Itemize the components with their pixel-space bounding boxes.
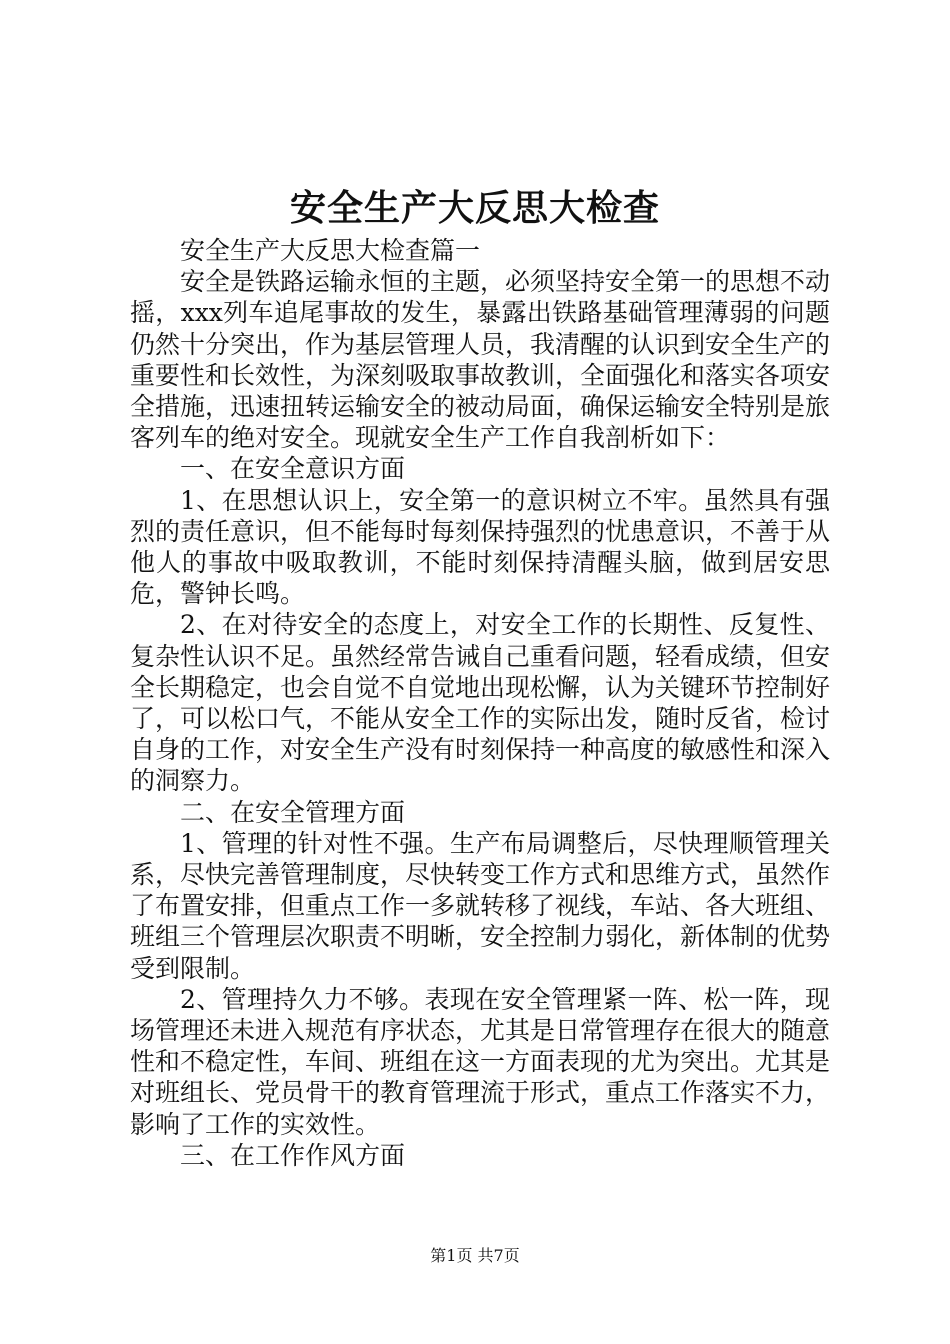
section-heading-3: 三、在工作作风方面 xyxy=(180,1140,406,1170)
document-body xyxy=(130,235,830,1171)
section-subtitle: 安全生产大反思大检查篇一 xyxy=(180,236,481,265)
section-heading-1: 一、在安全意识方面 xyxy=(180,454,406,484)
paragraph-intro: 安全是铁路运输永恒的主题，必须坚持安全第一的思想不动摇，xxx列车追尾事故的发生，暴露出铁路基础管理薄弱的问题仍然十分突出，作为基层管理人员，我清醒的认识到安全生产的重要性和长效性，为深刻吸取事故教训，全面强化和落实各项安全措施，迅速扭转运输安全的被动局面，确保运输安全特别是旅客列车的绝对安全。现就安全生产工作自我剖析如下： xyxy=(130,267,831,453)
section-heading-2: 二、在安全管理方面 xyxy=(180,797,406,827)
paragraph-1-2: 2、在对待安全的态度上，对安全工作的长期性、反复性、复杂性认识不足。虽然经常告诫自己重看问题，轻看成绩，但安全长期稳定，也会自觉不自觉地出现松懈，认为关键环节控制好了，可以松口气，不能从安全工作的实际出发，随时反省，检讨自身的工作，对安全生产没有时刻保持一种高度的敏感性和深入的洞察力。 xyxy=(130,610,831,796)
paragraph-2-1: 1、管理的针对性不强。生产布局调整后，尽快理顺管理关系，尽快完善管理制度，尽快转变工作方式和思维方式，虽然作了布置安排，但重点工作一多就转移了视线，车站、各大班组、班组三个管理层次职责不明晰，安全控制力弱化，新体制的优势受到限制。 xyxy=(130,828,831,983)
document-title: 安全生产大反思大检查 xyxy=(289,187,660,229)
page-number-footer: 第1页 共7页 xyxy=(430,1246,520,1265)
paragraph-2-2: 2、管理持久力不够。表现在安全管理紧一阵、松一阵，现场管理还未进入规范有序状态，尤其是日常管理存在很大的随意性和不稳定性，车间、班组在这一方面表现的尤为突出。尤其是对班组长、党员骨干的教育管理流于形式，重点工作落实不力，影响了工作的实效性。 xyxy=(130,984,831,1139)
paragraph-1-1: 1、在思想认识上，安全第一的意识树立不牢。虽然具有强烈的责任意识，但不能每时每刻保持强烈的忧患意识，不善于从他人的事故中吸取教训，不能时刻保持清醒头脑，做到居安思危，警钟长鸣。 xyxy=(130,485,831,609)
